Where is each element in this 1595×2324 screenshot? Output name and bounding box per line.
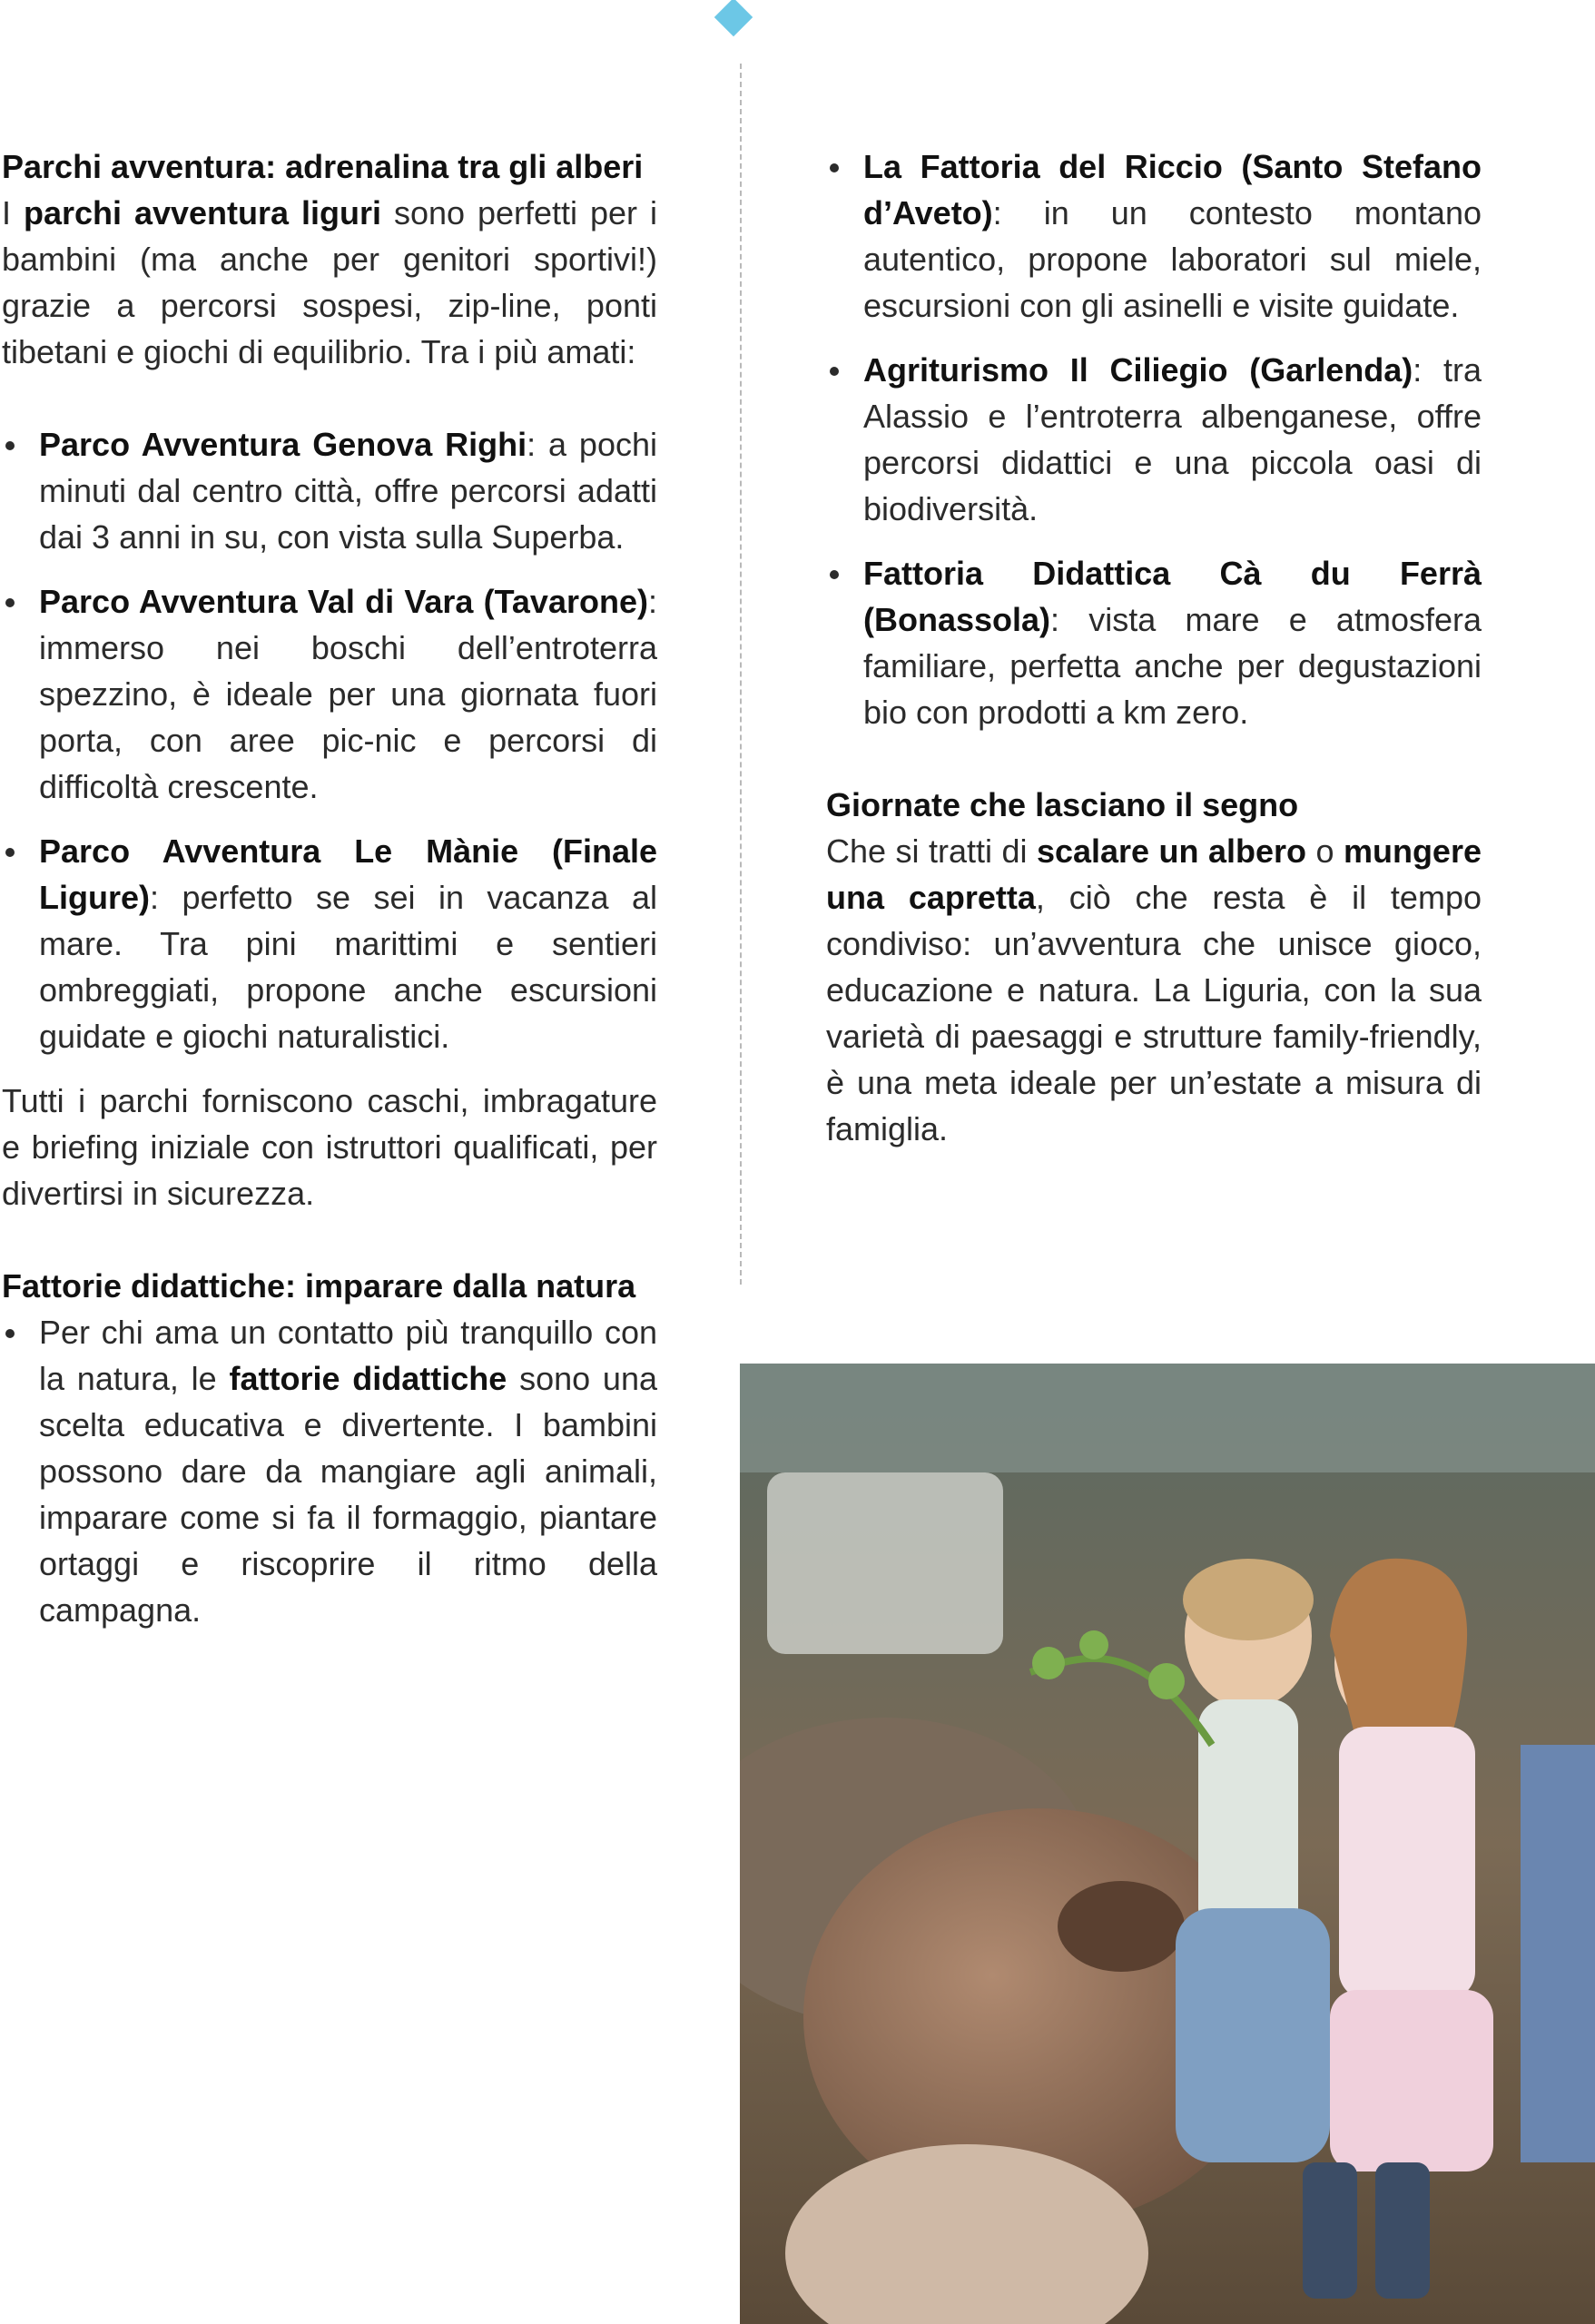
list-item [2, 421, 657, 560]
farm-intro-text-end: sono una scelta educativa e divertente. I bambini possono dare da mangiare agli animali, imparare come si fa il formaggio, piantare ortaggi e riscoprire il ritmo della campagna. [39, 1360, 657, 1629]
list-item [826, 143, 1482, 329]
intro-text: I [2, 194, 24, 231]
intro-text-end: sono perfetti per i bambini (ma anche per genitori sportivi!) grazie a percorsi sospesi, zip-line, ponti tibetani e giochi di equilibrio. Tra i più amati: [2, 194, 657, 370]
park-description: : a pochi minuti dal centro città, offre percorsi adatti dai 3 anni in su, con vista sulla Superba. [39, 426, 657, 556]
memories-text: Che si tratti di [826, 832, 1037, 870]
memories-text: o [1306, 832, 1344, 870]
park-name: Parco Avventura Le Mànie (Finale Ligure) [39, 832, 657, 916]
farm-name: Fattoria Didattica Cà du Ferrà (Bonassola) [863, 555, 1482, 638]
park-name: Parco Avventura Genova Righi [39, 426, 527, 463]
children-with-pigs-photo [740, 1364, 1595, 2324]
right-column [826, 143, 1482, 1152]
farm-description: : tra Alassio e l’entroterra albenganese, offre percorsi didattici e una piccola oasi di biodiversità. [863, 351, 1482, 527]
memories-bold: scalare un albero [1036, 832, 1306, 870]
farm-name: Agriturismo Il Ciliegio (Garlenda) [863, 351, 1413, 389]
section-heading-adventure-parks: Parchi avventura: adrenalina tra gli alberi [2, 148, 644, 185]
farms-intro-list [2, 1309, 657, 1633]
list-item [2, 578, 657, 810]
farm-description: : in un contesto montano autentico, propone laboratori sul miele, escursioni con gli asinelli e visite guidate. [863, 194, 1482, 324]
list-item [826, 550, 1482, 735]
memories-text: , ciò che resta è il tempo condiviso: un’avventura che unisce gioco, educazione e natura. La Liguria, con la sua varietà di paesaggi e strutture family-friendly, è una meta ideale per un’estate a misura di famiglia. [826, 879, 1482, 1147]
memories-bold: mungere una capretta [826, 832, 1482, 916]
park-description: : immerso nei boschi dell’entroterra spezzino, è ideale per una giornata fuori porta, con aree pic-nic e percorsi di difficoltà crescente. [39, 583, 657, 805]
list-item [2, 828, 657, 1059]
list-item [826, 347, 1482, 532]
diamond-ornament-icon [714, 0, 753, 36]
column-divider [740, 64, 742, 1285]
farms-list [826, 143, 1482, 735]
farm-name: La Fattoria del Riccio (Santo Stefano d’Aveto) [863, 148, 1482, 231]
intro-bold: parchi avventura liguri [23, 194, 382, 231]
farm-intro-text: Per chi ama un contatto più tranquillo con la natura, le [39, 1314, 657, 1397]
photo-illustration [740, 1364, 1595, 2324]
park-description: : perfetto se sei in vacanza al mare. Tra pini marittimi e sentieri ombreggiati, propone anche escursioni guidate e giochi naturalistici. [39, 879, 657, 1055]
list-item [2, 1309, 657, 1633]
adventure-parks-list [2, 421, 657, 1059]
memories-paragraph [826, 828, 1482, 1152]
adventure-parks-intro [2, 190, 657, 375]
section-heading-memories: Giornate che lasciano il segno [826, 786, 1299, 823]
section-heading-farms: Fattorie didattiche: imparare dalla natura [2, 1267, 636, 1305]
park-name: Parco Avventura Val di Vara (Tavarone) [39, 583, 648, 620]
safety-paragraph: Tutti i parchi forniscono caschi, imbragature e briefing iniziale con istruttori qualificati, per divertirsi in sicurezza. [2, 1082, 657, 1212]
farm-description: : vista mare e atmosfera familiare, perfetta anche per degustazioni bio con prodotti a km zero. [863, 601, 1482, 731]
farm-intro-bold: fattorie didattiche [229, 1360, 507, 1397]
left-column [2, 143, 657, 1633]
